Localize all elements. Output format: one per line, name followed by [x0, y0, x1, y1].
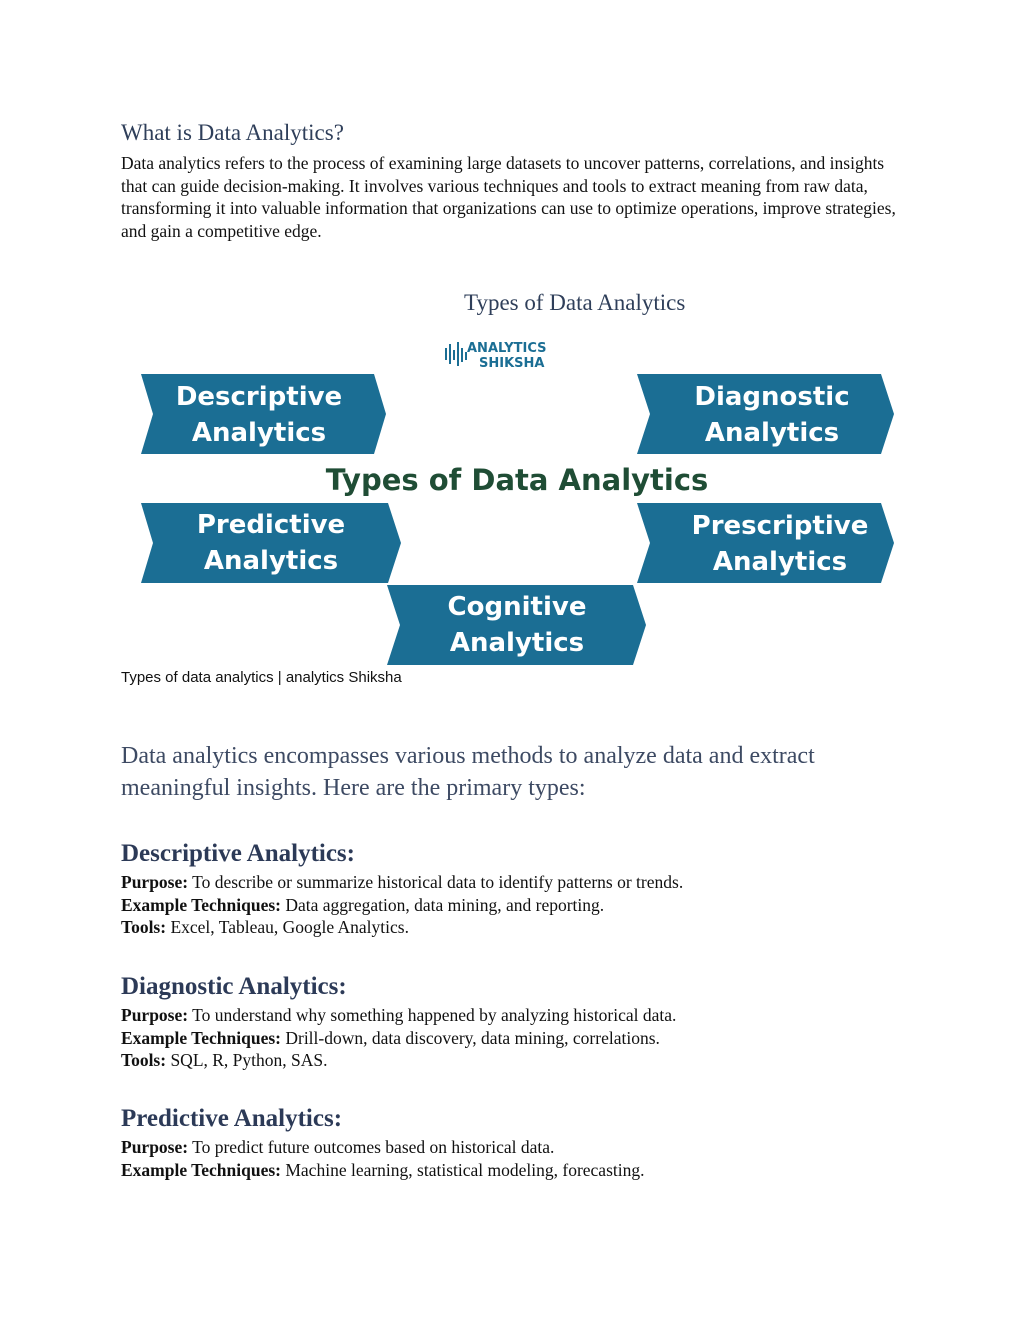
section-predictive — [121, 1104, 921, 1181]
arrow-diagnostic-line1: Diagnostic — [694, 382, 850, 412]
techniques-text: Drill-down, data discovery, data mining, correlations. — [285, 1027, 660, 1048]
techniques-label: Example Techniques: — [121, 894, 281, 915]
tools-line — [121, 916, 921, 939]
techniques-line — [121, 1027, 921, 1050]
purpose-line — [121, 1136, 921, 1159]
lead-paragraph: Data analytics encompasses various methods to analyze data and extract meaningful insights. Here are the primary types: — [121, 743, 815, 801]
tools-label: Tools: — [121, 1050, 167, 1070]
purpose-label: Purpose: — [121, 1137, 189, 1157]
tools-label: Tools: — [121, 917, 167, 937]
figure-heading: Types of Data Analytics — [464, 290, 686, 315]
tools-line — [121, 1049, 921, 1072]
tools-text: SQL, R, Python, SAS. — [170, 1050, 328, 1070]
arrow-predictive-line1: Predictive — [196, 510, 346, 540]
techniques-text: Machine learning, statistical modeling, forecasting. — [285, 1159, 645, 1180]
arrow-diagnostic — [637, 374, 894, 454]
purpose-text: To understand why something happened by analyzing historical data. — [192, 1005, 677, 1025]
purpose-text: To predict future outcomes based on historical data. — [192, 1137, 555, 1157]
section-title: Predictive Analytics: — [121, 1105, 343, 1132]
purpose-text: To describe or summarize historical data to identify patterns or trends. — [192, 872, 684, 892]
analytics-shiksha-logo — [445, 341, 547, 371]
section-heading-what-is: What is Data Analytics? — [121, 120, 344, 145]
purpose-line — [121, 871, 921, 894]
purpose-line — [121, 1004, 921, 1027]
techniques-line — [121, 1159, 921, 1182]
center-title: Types of Data Analytics — [325, 463, 709, 497]
arrow-prescriptive-line2: Analytics — [712, 547, 848, 577]
techniques-label: Example Techniques: — [121, 1027, 281, 1048]
arrow-prescriptive-line1: Prescriptive — [691, 511, 869, 541]
arrow-descriptive-line1: Descriptive — [175, 382, 343, 412]
arrow-cognitive-line1: Cognitive — [447, 592, 587, 622]
arrow-cognitive — [387, 585, 646, 665]
section-title: Descriptive Analytics: — [121, 840, 355, 867]
arrow-descriptive — [141, 374, 386, 454]
intro-paragraph: Data analytics refers to the process of examining large datasets to uncover patterns, correlations, and insights that can guide decision-making. It involves various techniques and tools to extract meaning from raw data, transforming it into valuable information that organizations can use to optimize operations, improve strategies, and gain a competitive edge. — [121, 153, 896, 241]
tools-text: Excel, Tableau, Google Analytics. — [170, 917, 409, 937]
arrow-prescriptive — [637, 503, 894, 583]
logo-line1: ANALYTICS — [467, 341, 547, 356]
arrow-predictive-line2: Analytics — [203, 546, 339, 576]
purpose-label: Purpose: — [121, 1005, 189, 1025]
arrow-descriptive-line2: Analytics — [191, 418, 327, 448]
section-diagnostic — [121, 972, 921, 1072]
techniques-text: Data aggregation, data mining, and reporting. — [285, 894, 605, 915]
logo-line2: SHIKSHA — [479, 356, 545, 371]
types-of-analytics-figure — [121, 330, 903, 670]
section-title: Diagnostic Analytics: — [121, 973, 347, 1000]
techniques-label: Example Techniques: — [121, 1159, 281, 1180]
figure-caption: Types of data analytics | analytics Shiksha — [121, 669, 402, 686]
arrow-predictive — [141, 503, 401, 583]
techniques-line — [121, 894, 921, 917]
arrow-cognitive-line2: Analytics — [449, 628, 585, 658]
types-diagram — [121, 330, 903, 670]
arrow-diagnostic-line2: Analytics — [704, 418, 840, 448]
purpose-label: Purpose: — [121, 872, 189, 892]
section-descriptive — [121, 839, 921, 939]
